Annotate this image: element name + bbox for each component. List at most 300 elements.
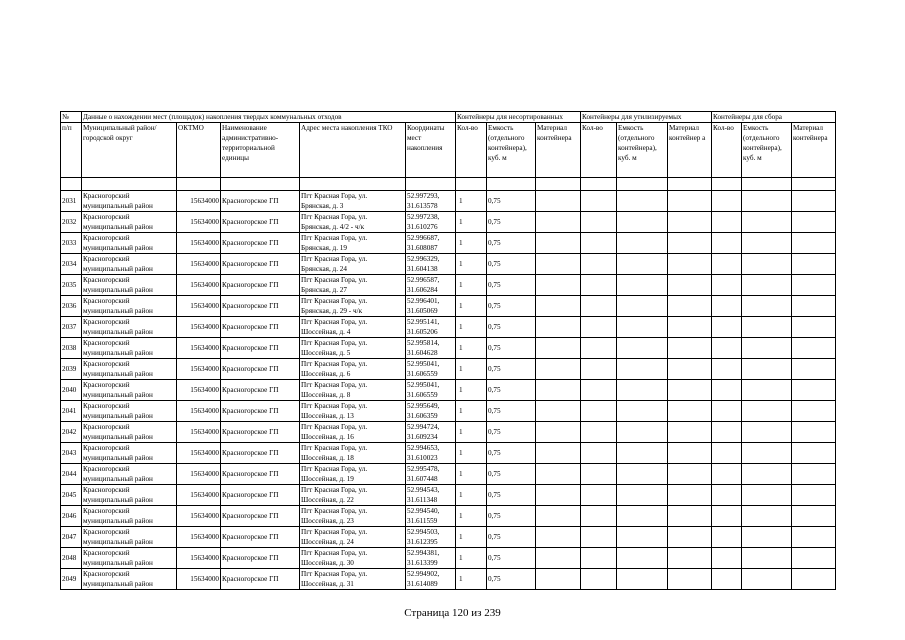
row-qty: 1 xyxy=(456,296,487,317)
row-name: Красногорское ГП xyxy=(221,275,300,296)
row-address-line-2: Шоссейная, д. 6 xyxy=(301,370,351,378)
row-capacity-3 xyxy=(742,359,792,380)
row-material-3 xyxy=(792,338,836,359)
header-group-recycle: Контейнеры для утилизируемых xyxy=(581,112,712,123)
row-district-line-2: муниципальный район xyxy=(83,559,153,567)
header-group-collect: Контейнеры для сбора xyxy=(712,112,836,123)
row-address xyxy=(300,569,406,590)
row-material-2 xyxy=(668,338,712,359)
row-qty-3 xyxy=(712,254,742,275)
row-address-line-1: Пгт Красная Гора, ул. xyxy=(301,507,368,515)
table-row xyxy=(61,233,836,254)
row-address xyxy=(300,506,406,527)
table-row xyxy=(61,422,836,443)
row-district-line-1: Красногорский xyxy=(83,570,130,578)
row-coords xyxy=(406,422,456,443)
row-district-line-2: муниципальный район xyxy=(83,223,153,231)
row-coords xyxy=(406,569,456,590)
row-district-line-2: муниципальный район xyxy=(83,391,153,399)
table-row xyxy=(61,359,836,380)
row-address xyxy=(300,443,406,464)
page-footer: Страница 120 из 239 xyxy=(404,607,501,619)
row-number: 2033 xyxy=(61,233,82,254)
header-capacity: Емкость (отдельного контейнера), куб. м xyxy=(487,123,536,178)
row-name: Красногорское ГП xyxy=(221,359,300,380)
row-capacity-3 xyxy=(742,527,792,548)
header-material-3: Материал контейнера xyxy=(792,123,836,178)
row-capacity-2 xyxy=(617,338,668,359)
row-material-2 xyxy=(668,569,712,590)
row-name: Красногорское ГП xyxy=(221,548,300,569)
row-capacity: 0,75 xyxy=(487,338,536,359)
row-address-line-1: Пгт Красная Гора, ул. xyxy=(301,213,368,221)
row-address-line-2: Шоссейная, д. 23 xyxy=(301,517,354,525)
row-name: Красногорское ГП xyxy=(221,233,300,254)
row-lat: 52.994540, xyxy=(407,507,440,515)
row-capacity: 0,75 xyxy=(487,254,536,275)
row-qty-2 xyxy=(581,317,617,338)
row-qty-2 xyxy=(581,443,617,464)
row-district xyxy=(82,254,177,275)
row-coords xyxy=(406,338,456,359)
row-lat: 52.994381, xyxy=(407,549,440,557)
row-lat: 52.996329, xyxy=(407,255,440,263)
row-material-3 xyxy=(792,443,836,464)
table-row xyxy=(61,275,836,296)
row-address-line-2: Шоссейная, д. 16 xyxy=(301,433,354,441)
row-qty-3 xyxy=(712,422,742,443)
row-district-line-1: Красногорский xyxy=(83,507,130,515)
row-oktmo: 15634000 xyxy=(177,506,221,527)
row-district xyxy=(82,359,177,380)
row-qty: 1 xyxy=(456,401,487,422)
header-material: Материал контейнера xyxy=(536,123,581,178)
row-number: 2035 xyxy=(61,275,82,296)
row-qty-2 xyxy=(581,485,617,506)
row-district-line-1: Красногорский xyxy=(83,255,130,263)
row-material-2 xyxy=(668,506,712,527)
row-coords xyxy=(406,212,456,233)
row-capacity-2 xyxy=(617,191,668,212)
row-qty-2 xyxy=(581,254,617,275)
row-address-line-1: Пгт Красная Гора, ул. xyxy=(301,297,368,305)
row-lon: 31.604138 xyxy=(407,265,438,273)
row-name: Красногорское ГП xyxy=(221,380,300,401)
row-qty-3 xyxy=(712,212,742,233)
row-material xyxy=(536,548,581,569)
row-capacity-3 xyxy=(742,296,792,317)
row-number: 2045 xyxy=(61,485,82,506)
row-material xyxy=(536,485,581,506)
row-address-line-1: Пгт Красная Гора, ул. xyxy=(301,318,368,326)
row-oktmo: 15634000 xyxy=(177,569,221,590)
row-address-line-2: Брянская, д. 27 xyxy=(301,286,347,294)
row-coords xyxy=(406,464,456,485)
row-address xyxy=(300,212,406,233)
row-address-line-1: Пгт Красная Гора, ул. xyxy=(301,465,368,473)
row-material-3 xyxy=(792,569,836,590)
row-material-3 xyxy=(792,485,836,506)
row-qty: 1 xyxy=(456,317,487,338)
table-row xyxy=(61,569,836,590)
row-material xyxy=(536,464,581,485)
row-material xyxy=(536,527,581,548)
row-coords xyxy=(406,485,456,506)
row-capacity-3 xyxy=(742,443,792,464)
row-coords xyxy=(406,401,456,422)
row-name: Красногорское ГП xyxy=(221,338,300,359)
row-address-line-2: Шоссейная, д. 8 xyxy=(301,391,351,399)
row-capacity-2 xyxy=(617,359,668,380)
row-capacity: 0,75 xyxy=(487,464,536,485)
table-row xyxy=(61,485,836,506)
row-lat: 52.997238, xyxy=(407,213,440,221)
row-district xyxy=(82,275,177,296)
row-address-line-2: Шоссейная, д. 30 xyxy=(301,559,354,567)
row-capacity-3 xyxy=(742,317,792,338)
row-material-2 xyxy=(668,527,712,548)
row-name: Красногорское ГП xyxy=(221,317,300,338)
row-district-line-2: муниципальный район xyxy=(83,349,153,357)
row-address-line-1: Пгт Красная Гора, ул. xyxy=(301,444,368,452)
row-district-line-1: Красногорский xyxy=(83,360,130,368)
row-lon: 31.612395 xyxy=(407,538,438,546)
row-qty-2 xyxy=(581,401,617,422)
row-material-2 xyxy=(668,464,712,485)
row-coords xyxy=(406,527,456,548)
row-district-line-2: муниципальный район xyxy=(83,286,153,294)
row-qty: 1 xyxy=(456,527,487,548)
row-district xyxy=(82,338,177,359)
row-material-2 xyxy=(668,548,712,569)
header-no: № xyxy=(61,112,82,123)
row-capacity: 0,75 xyxy=(487,317,536,338)
row-material-3 xyxy=(792,317,836,338)
row-number: 2041 xyxy=(61,401,82,422)
containers-table xyxy=(60,111,836,590)
row-lon: 31.611348 xyxy=(407,496,438,504)
row-capacity-3 xyxy=(742,506,792,527)
row-material-3 xyxy=(792,212,836,233)
table-row xyxy=(61,380,836,401)
row-oktmo: 15634000 xyxy=(177,359,221,380)
row-qty-3 xyxy=(712,359,742,380)
header-no-pp: п/п xyxy=(61,123,82,178)
row-address-line-1: Пгт Красная Гора, ул. xyxy=(301,192,368,200)
row-qty: 1 xyxy=(456,506,487,527)
row-oktmo: 15634000 xyxy=(177,317,221,338)
row-capacity-2 xyxy=(617,464,668,485)
row-capacity: 0,75 xyxy=(487,233,536,254)
row-material-3 xyxy=(792,275,836,296)
row-district-line-1: Красногорский xyxy=(83,486,130,494)
header-oktmo: ОКТМО xyxy=(177,123,221,178)
row-lat: 52.994653, xyxy=(407,444,440,452)
row-qty-2 xyxy=(581,506,617,527)
row-district-line-1: Красногорский xyxy=(83,339,130,347)
row-district-line-2: муниципальный район xyxy=(83,538,153,546)
row-coords xyxy=(406,254,456,275)
row-address xyxy=(300,338,406,359)
row-district-line-1: Красногорский xyxy=(83,465,130,473)
row-material-3 xyxy=(792,422,836,443)
row-capacity-3 xyxy=(742,548,792,569)
row-material xyxy=(536,380,581,401)
row-qty: 1 xyxy=(456,212,487,233)
row-lon: 31.610276 xyxy=(407,223,438,231)
row-material-2 xyxy=(668,443,712,464)
row-address xyxy=(300,527,406,548)
row-district xyxy=(82,233,177,254)
row-material xyxy=(536,443,581,464)
row-capacity-3 xyxy=(742,338,792,359)
row-material xyxy=(536,233,581,254)
row-qty-2 xyxy=(581,422,617,443)
row-number: 2038 xyxy=(61,338,82,359)
row-capacity: 0,75 xyxy=(487,485,536,506)
row-number: 2031 xyxy=(61,191,82,212)
row-name: Красногорское ГП xyxy=(221,422,300,443)
row-coords xyxy=(406,191,456,212)
row-address-line-2: Шоссейная, д. 19 xyxy=(301,475,354,483)
table-row xyxy=(61,191,836,212)
row-oktmo: 15634000 xyxy=(177,401,221,422)
row-address-line-2: Шоссейная, д. 5 xyxy=(301,349,351,357)
row-material-2 xyxy=(668,254,712,275)
row-district-line-1: Красногорский xyxy=(83,381,130,389)
row-material xyxy=(536,317,581,338)
row-lat: 52.996401, xyxy=(407,297,440,305)
row-address-line-1: Пгт Красная Гора, ул. xyxy=(301,276,368,284)
row-lat: 52.995141, xyxy=(407,318,440,326)
row-address xyxy=(300,548,406,569)
row-oktmo: 15634000 xyxy=(177,485,221,506)
row-address xyxy=(300,254,406,275)
row-qty: 1 xyxy=(456,569,487,590)
header-district: Муниципальный район/городской округ xyxy=(82,123,177,178)
row-name: Красногорское ГП xyxy=(221,296,300,317)
row-lon: 31.605069 xyxy=(407,307,438,315)
row-oktmo: 15634000 xyxy=(177,296,221,317)
row-number: 2042 xyxy=(61,422,82,443)
row-capacity-3 xyxy=(742,233,792,254)
row-coords xyxy=(406,275,456,296)
row-oktmo: 15634000 xyxy=(177,548,221,569)
row-district xyxy=(82,317,177,338)
row-number: 2043 xyxy=(61,443,82,464)
row-oktmo: 15634000 xyxy=(177,443,221,464)
row-coords xyxy=(406,380,456,401)
row-district-line-2: муниципальный район xyxy=(83,328,153,336)
row-address-line-2: Брянская, д. 3 xyxy=(301,202,344,210)
row-material-2 xyxy=(668,317,712,338)
row-name: Красногорское ГП xyxy=(221,485,300,506)
row-qty-2 xyxy=(581,464,617,485)
row-qty-3 xyxy=(712,233,742,254)
row-number: 2037 xyxy=(61,317,82,338)
row-address xyxy=(300,422,406,443)
row-qty-3 xyxy=(712,401,742,422)
row-capacity-3 xyxy=(742,254,792,275)
row-number: 2039 xyxy=(61,359,82,380)
row-number: 2034 xyxy=(61,254,82,275)
row-material xyxy=(536,275,581,296)
row-lat: 52.995041, xyxy=(407,381,440,389)
row-capacity-2 xyxy=(617,548,668,569)
row-lon: 31.606359 xyxy=(407,412,438,420)
table-row xyxy=(61,506,836,527)
row-district xyxy=(82,569,177,590)
row-capacity-2 xyxy=(617,422,668,443)
row-address xyxy=(300,191,406,212)
row-district-line-1: Красногорский xyxy=(83,297,130,305)
row-material-3 xyxy=(792,527,836,548)
row-material xyxy=(536,569,581,590)
table-row xyxy=(61,317,836,338)
row-number: 2047 xyxy=(61,527,82,548)
row-material-2 xyxy=(668,401,712,422)
row-capacity: 0,75 xyxy=(487,548,536,569)
row-number: 2036 xyxy=(61,296,82,317)
header-capacity-3: Емкость (отдельного контейнера), куб. м xyxy=(742,123,792,178)
header-group-unsorted: Контейнеры для несортированных xyxy=(456,112,581,123)
header-row-columns xyxy=(61,123,836,178)
header-material-2: Материал контейнер а xyxy=(668,123,712,178)
row-name: Красногорское ГП xyxy=(221,527,300,548)
row-address-line-1: Пгт Красная Гора, ул. xyxy=(301,486,368,494)
row-coords xyxy=(406,359,456,380)
row-district-line-1: Красногорский xyxy=(83,276,130,284)
row-name: Красногорское ГП xyxy=(221,464,300,485)
row-district xyxy=(82,296,177,317)
row-district-line-2: муниципальный район xyxy=(83,517,153,525)
row-material xyxy=(536,506,581,527)
row-capacity-2 xyxy=(617,212,668,233)
row-material xyxy=(536,191,581,212)
table-row xyxy=(61,296,836,317)
row-lon: 31.613578 xyxy=(407,202,438,210)
row-capacity: 0,75 xyxy=(487,401,536,422)
header-name: Наименование административно-территориальной единицы xyxy=(221,123,300,178)
row-district-line-1: Красногорский xyxy=(83,234,130,242)
row-qty: 1 xyxy=(456,254,487,275)
row-qty-3 xyxy=(712,380,742,401)
row-district-line-1: Красногорский xyxy=(83,318,130,326)
row-material xyxy=(536,212,581,233)
row-capacity: 0,75 xyxy=(487,380,536,401)
row-capacity-3 xyxy=(742,275,792,296)
row-oktmo: 15634000 xyxy=(177,464,221,485)
row-qty-3 xyxy=(712,191,742,212)
row-oktmo: 15634000 xyxy=(177,191,221,212)
row-qty: 1 xyxy=(456,380,487,401)
row-oktmo: 15634000 xyxy=(177,254,221,275)
row-material-3 xyxy=(792,233,836,254)
row-lat: 52.995041, xyxy=(407,360,440,368)
row-lon: 31.604628 xyxy=(407,349,438,357)
row-capacity-3 xyxy=(742,485,792,506)
row-address-line-2: Шоссейная, д. 31 xyxy=(301,580,354,588)
row-qty: 1 xyxy=(456,275,487,296)
row-capacity: 0,75 xyxy=(487,212,536,233)
table-row xyxy=(61,548,836,569)
row-address xyxy=(300,401,406,422)
row-material-2 xyxy=(668,485,712,506)
row-material-3 xyxy=(792,464,836,485)
row-capacity-3 xyxy=(742,212,792,233)
row-address-line-2: Шоссейная, д. 13 xyxy=(301,412,354,420)
row-lon: 31.610023 xyxy=(407,454,438,462)
row-district-line-2: муниципальный район xyxy=(83,307,153,315)
row-district-line-2: муниципальный район xyxy=(83,265,153,273)
table-row xyxy=(61,254,836,275)
row-address xyxy=(300,464,406,485)
row-address-line-2: Шоссейная, д. 4 xyxy=(301,328,351,336)
header-coords: Координаты мест накопления xyxy=(406,123,456,178)
row-oktmo: 15634000 xyxy=(177,422,221,443)
row-district xyxy=(82,191,177,212)
row-qty: 1 xyxy=(456,443,487,464)
row-name: Красногорское ГП xyxy=(221,212,300,233)
row-material xyxy=(536,338,581,359)
row-material-3 xyxy=(792,254,836,275)
row-capacity: 0,75 xyxy=(487,275,536,296)
row-district-line-2: муниципальный район xyxy=(83,454,153,462)
row-district-line-1: Красногорский xyxy=(83,423,130,431)
row-capacity-2 xyxy=(617,233,668,254)
row-district-line-2: муниципальный район xyxy=(83,475,153,483)
row-qty-2 xyxy=(581,275,617,296)
row-address xyxy=(300,485,406,506)
row-capacity-3 xyxy=(742,464,792,485)
row-qty-2 xyxy=(581,191,617,212)
row-number: 2032 xyxy=(61,212,82,233)
row-qty-3 xyxy=(712,527,742,548)
row-lon: 31.606284 xyxy=(407,286,438,294)
row-qty-2 xyxy=(581,338,617,359)
row-oktmo: 15634000 xyxy=(177,212,221,233)
row-lat: 52.995814, xyxy=(407,339,440,347)
header-qty-2: Кол-во xyxy=(581,123,617,178)
row-qty-3 xyxy=(712,506,742,527)
row-district-line-2: муниципальный район xyxy=(83,244,153,252)
header-address: Адрес места накопления ТКО xyxy=(300,123,406,178)
row-capacity-2 xyxy=(617,527,668,548)
row-lat: 52.996587, xyxy=(407,276,440,284)
row-qty-2 xyxy=(581,212,617,233)
row-material-2 xyxy=(668,422,712,443)
row-qty-3 xyxy=(712,443,742,464)
row-material-2 xyxy=(668,275,712,296)
row-qty-3 xyxy=(712,548,742,569)
row-material-3 xyxy=(792,380,836,401)
row-capacity-3 xyxy=(742,380,792,401)
row-capacity-2 xyxy=(617,569,668,590)
row-district-line-1: Красногорский xyxy=(83,402,130,410)
row-address-line-2: Брянская, д. 4/2 - ч/к xyxy=(301,223,365,231)
row-capacity-2 xyxy=(617,380,668,401)
row-qty: 1 xyxy=(456,233,487,254)
row-coords xyxy=(406,506,456,527)
row-district xyxy=(82,506,177,527)
row-capacity-3 xyxy=(742,191,792,212)
row-district-line-2: муниципальный район xyxy=(83,433,153,441)
row-district xyxy=(82,443,177,464)
row-district-line-1: Красногорский xyxy=(83,549,130,557)
row-address-line-2: Шоссейная, д. 24 xyxy=(301,538,354,546)
row-material xyxy=(536,401,581,422)
row-capacity-2 xyxy=(617,506,668,527)
